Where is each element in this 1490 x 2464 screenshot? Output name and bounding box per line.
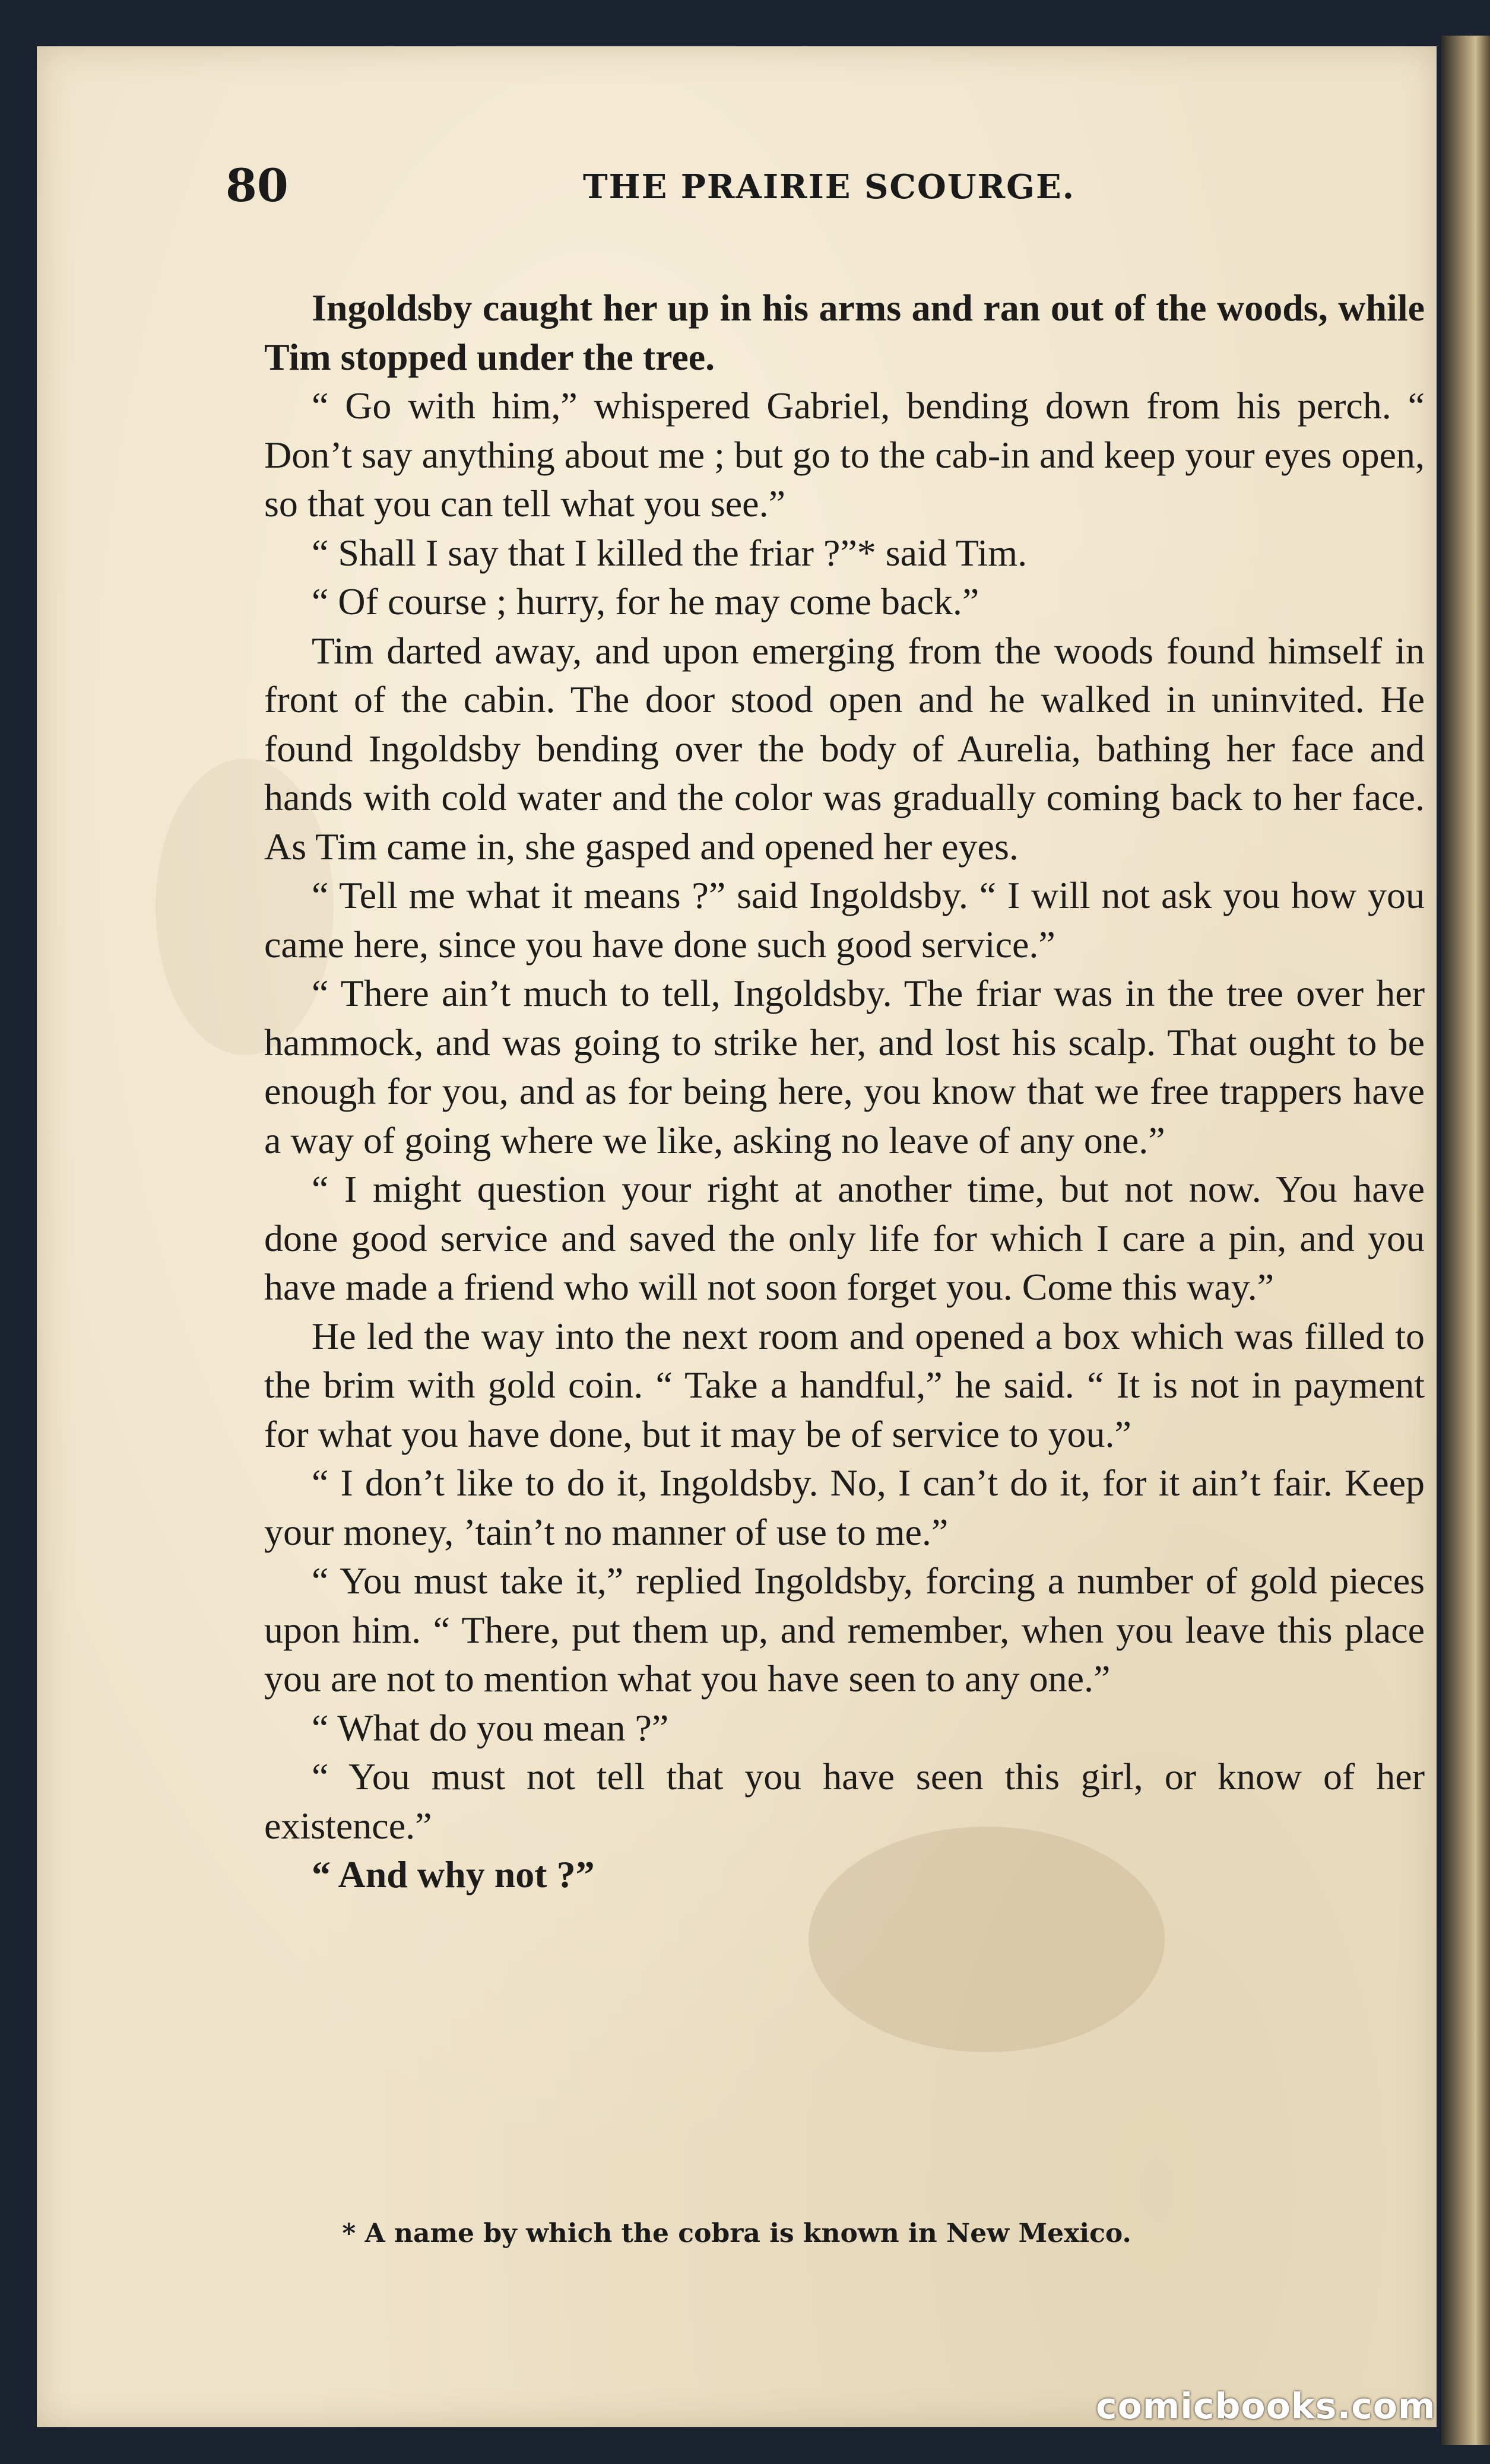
paragraph: Tim darted away, and upon emerging from the woods found himself in front of the cabin. The door stood open and he walked in uninvited. He found Ingoldsby bending over the body of Aurelia, bathing her face and hands with cold water and the color was gradually coming back to her face. As Tim came in, she gasped and opened her eyes. bbox=[264, 629, 1425, 868]
book-page bbox=[37, 46, 1437, 2427]
paragraph: “ And why not ?” bbox=[312, 1853, 595, 1895]
paragraph: “ I don’t like to do it, Ingoldsby. No, I can’t do it, for it ain’t fair. Keep your money, ’tain’t no manner of use to me.” bbox=[264, 1462, 1425, 1553]
paragraph: “ Go with him,” whispered Gabriel, bending down from his perch. “ Don’t say anything about me ; but go to the cab-in and keep your eyes open, so that you can tell what you see.” bbox=[264, 385, 1425, 525]
paragraph: “ What do you mean ?” bbox=[312, 1706, 669, 1749]
page-number: 80 bbox=[226, 159, 289, 212]
paragraph: “ You must take it,” replied Ingoldsby, forcing a number of gold pieces upon him. “ There, put them up, and remember, when you leave this place you are not to mention what you have seen to any one.” bbox=[264, 1560, 1425, 1700]
running-title: THE PRAIRIE SCOURGE. bbox=[583, 167, 1076, 207]
paragraph: “ Of course ; hurry, for he may come back.” bbox=[312, 580, 979, 623]
paragraph: “ You must not tell that you have seen this girl, or know of her existence.” bbox=[264, 1755, 1425, 1847]
body-text bbox=[264, 284, 1425, 1900]
page-header bbox=[37, 159, 1437, 224]
paragraph: “ There ain’t much to tell, Ingoldsby. The friar was in the tree over her hammock, and was going to strike her, and lost his scalp. That ought to be enough for you, and as for being here, you know that we free trappers have a way of going where we like, asking no leave of any one.” bbox=[264, 972, 1425, 1161]
watermark: comicbooks.com bbox=[1096, 2386, 1436, 2427]
paragraph: “ Tell me what it means ?” said Ingoldsby. “ I will not ask you how you came here, since you have done such good service.” bbox=[264, 874, 1425, 966]
paragraph: “ I might question your right at another time, but not now. You have done good service and saved the only life for which I care a pin, and you have made a friend who will not soon forget you. Come this way.” bbox=[264, 1168, 1425, 1308]
paragraph: He led the way into the next room and opened a box which was filled to the brim with gold coin. “ Take a handful,” he said. “ It is not in payment for what you have done, but it may be of service to you.” bbox=[264, 1314, 1425, 1455]
page-edge bbox=[1441, 36, 1490, 2445]
paragraph: “ Shall I say that I killed the friar ?”* said Tim. bbox=[312, 531, 1028, 574]
paragraph: Ingoldsby caught her up in his arms and ran out of the woods, while Tim stopped under the tree. bbox=[264, 287, 1425, 378]
footnote: * A name by which the cobra is known in New Mexico. bbox=[342, 2218, 1131, 2249]
